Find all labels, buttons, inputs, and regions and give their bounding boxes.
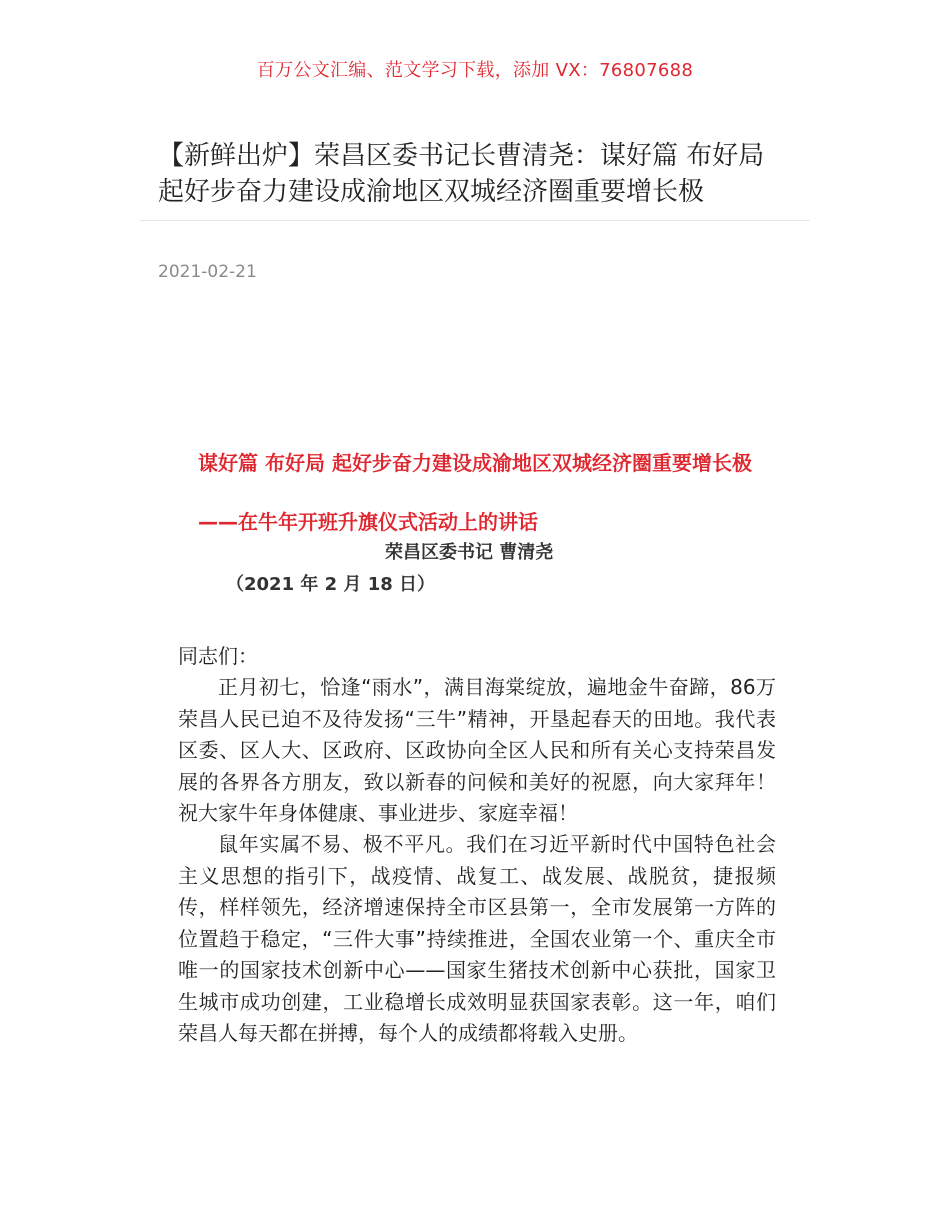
body-paragraph: 鼠年实属不易、极不平凡。我们在习近平新时代中国特色社会主义思想的指引下，战疫情、战复工、战发展、战脱贫，捷报频传，样样领先，经济增速保持全市区县第一，全市发展第一方阵的位置趋于稳定，“三件大事”持续推进，全国农业第一个、重庆全市唯一的国家技术创新中心——国家生猪技术创新中心获批，国家卫生城市成功创建，工业稳增长成效明显获国家表彰。这一年，咱们荣昌人每天都在拼搏，每个人的成绩都将载入史册。	[178, 832, 776, 1045]
speech-title: 谋好篇 布好局 起好步奋力建设成渝地区双城经济圈重要增长极	[198, 451, 752, 475]
article-title: 【新鲜出炉】荣昌区委书记长曹清尧：谋好篇 布好局 起好步奋力建设成渝地区双城经济圈重要增长极	[158, 141, 765, 207]
greeting: 同志们：	[178, 644, 258, 668]
watermark-banner: 百万公文汇编、范文学习下载，添加 VX：76807688	[256, 60, 694, 81]
title-divider	[140, 220, 810, 221]
speech-subtitle: ——在牛年开班升旗仪式活动上的讲话	[198, 510, 538, 534]
publish-date: 2021-02-21	[158, 262, 257, 282]
body-paragraph: 正月初七，恰逢“雨水”，满目海棠绽放，遍地金牛奋蹄，86万荣昌人民已迫不及待发扬“三牛”精神，开垦起春天的田地。我代表区委、区人大、区政府、区政协向全区人民和所有关心支持荣昌发展的各界各方朋友，致以新春的问候和美好的祝愿，向大家拜年！祝大家牛年身体健康、事业进步、家庭幸福！	[178, 675, 776, 825]
speech-date: （2021 年 2 月 18 日）	[226, 574, 436, 595]
speaker-byline: 荣昌区委书记 曹清尧	[385, 542, 554, 563]
